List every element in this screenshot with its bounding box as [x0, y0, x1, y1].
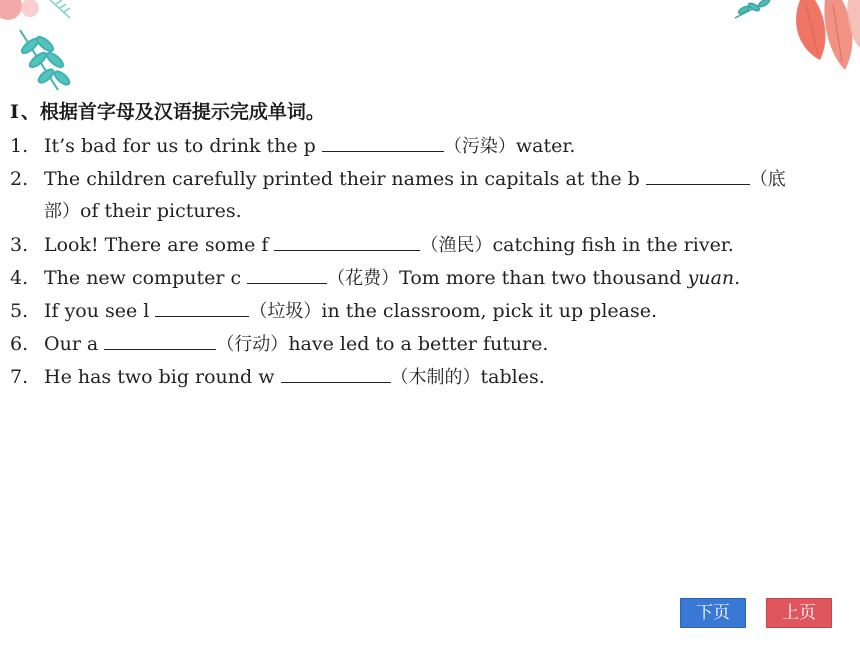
- item-text-after: water.: [515, 135, 576, 157]
- item-number: 2.: [10, 168, 29, 190]
- item-text-before: If you see l: [44, 300, 156, 322]
- answer-blank-7[interactable]: [281, 364, 391, 383]
- exercise-item-7: [10, 364, 545, 390]
- exercise-item-4: [10, 265, 740, 291]
- exercise-item-1: [10, 133, 575, 159]
- chinese-hint: 部）: [44, 201, 80, 222]
- item-number: 1.: [10, 135, 29, 157]
- item-text-end: .: [734, 267, 741, 289]
- item-text-after: Tom more than two thousand: [399, 267, 688, 289]
- chinese-hint: （木制的）: [390, 367, 481, 388]
- item-text-after: have led to a better future.: [288, 333, 549, 355]
- item-text-before: He has two big round w: [44, 366, 281, 388]
- exercise-item-3: [10, 232, 734, 258]
- exercise-item-6: [10, 331, 548, 357]
- answer-blank-5[interactable]: [155, 298, 249, 317]
- leaf-decoration-left: [0, 0, 90, 95]
- exercise-item-2: [10, 166, 786, 192]
- item-number: 4.: [10, 267, 29, 289]
- answer-blank-4[interactable]: [247, 265, 327, 284]
- answer-blank-2[interactable]: [646, 166, 750, 185]
- item-text-after: of their pictures.: [80, 200, 242, 222]
- section-roman-numeral: Ⅰ: [10, 101, 19, 123]
- item-text-before: Look! There are some f: [44, 234, 275, 256]
- chinese-hint: （行动）: [216, 334, 289, 355]
- chinese-hint: （底: [749, 169, 786, 190]
- item-text-before: The new computer c: [44, 267, 248, 289]
- answer-blank-3[interactable]: [274, 232, 420, 251]
- item-text-before: The children carefully printed their names in capitals at the b: [44, 168, 646, 190]
- item-text-after: tables.: [480, 366, 545, 388]
- item-text-italic: yuan: [687, 267, 735, 289]
- exercise-item-2-continued: [10, 199, 242, 224]
- item-text-after: in the classroom, pick it up please.: [321, 300, 658, 322]
- chinese-hint: （垃圾）: [249, 301, 322, 322]
- item-text-before: It’s bad for us to drink the p: [44, 135, 322, 157]
- exercise-item-5: [10, 298, 657, 324]
- answer-blank-6[interactable]: [104, 331, 216, 350]
- item-text-before: Our a: [44, 333, 105, 355]
- previous-page-button[interactable]: 上页: [766, 598, 832, 628]
- answer-blank-1[interactable]: [322, 133, 444, 152]
- leaf-decoration-right: [730, 0, 860, 80]
- next-page-button[interactable]: 下页: [680, 598, 746, 628]
- section-title: [10, 97, 325, 124]
- chinese-hint: （渔民）: [420, 235, 493, 256]
- item-number: 5.: [10, 300, 29, 322]
- item-number: 6.: [10, 333, 29, 355]
- chinese-hint: （花费）: [327, 268, 400, 289]
- item-number: 3.: [10, 234, 29, 256]
- item-number: 7.: [10, 366, 29, 388]
- chinese-hint: （污染）: [443, 136, 516, 157]
- item-text-after: catching fish in the river.: [492, 234, 734, 256]
- section-title-text: 、根据首字母及汉语提示完成单词。: [20, 101, 325, 123]
